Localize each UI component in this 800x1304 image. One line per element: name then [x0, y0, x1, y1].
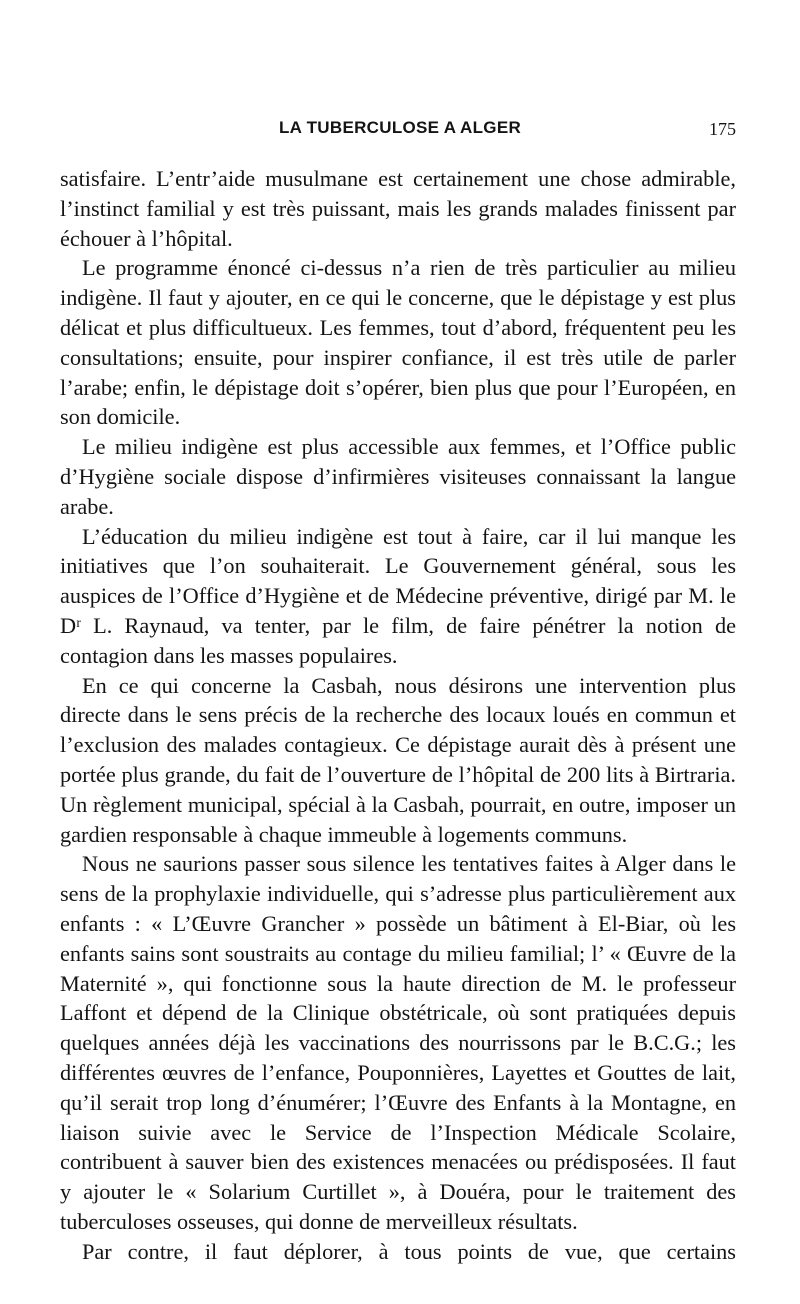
- page-number: 175: [709, 119, 736, 139]
- paragraph-milieu-indigene: Le milieu indigène est plus accessible aux femmes, et l’Office public d’Hygiène sociale dispose d’infirmières visiteuses connaissant la langue arabe.: [60, 434, 736, 519]
- body-text: [60, 164, 736, 1266]
- paragraph-programme: Le programme énoncé ci-dessus n’a rien de très particulier au milieu indigène. Il faut y ajouter, en ce qui le concerne, que le dépistage y est plus délicat et plus difficultueux. Les femmes, tout d’abord, fréquentent peu les consultations; ensuite, pour inspirer confiance, il est très utile de parler l’arabe; enfin, le dépistage doit s’opérer, bien plus que pour l’Européen, en son domicile.: [60, 255, 736, 430]
- paragraph-par-contre: Par contre, il faut déplorer, à tous points de vue, que certains: [82, 1238, 736, 1264]
- paragraph-education: L’éducation du milieu indigène est tout à faire, car il lui manque les initiatives que l’on souhaiterait. Le Gouvernement général, sous les auspices de l’Office d’Hygiène et de Médecine préventive, dirigé par M. le Dʳ L. Raynaud, va tenter, par le film, de faire pénétrer la notion de contagion dans les masses populaires.: [60, 523, 736, 668]
- paragraph-continuation: satisfaire. L’entr’aide musulmane est certainement une chose admirable, l’instinct familial y est très puissant, mais les grands malades finissent par échouer à l’hôpital.: [60, 166, 736, 251]
- paragraph-prophylaxie: Nous ne saurions passer sous silence les tentatives faites à Alger dans le sens de la prophylaxie individuelle, qui s’adresse plus particulièrement aux enfants : « L’Œuvre Grancher » possède un bâtiment à El-Biar, où les enfants sains sont soustraits au contage du milieu familial; l’ « Œuvre de la Maternité », qui fonctionne sous la haute direction de M. le professeur Laffont et dépend de la Clinique obstétricale, où sont pratiquées depuis quelques années déjà les vaccinations des nourrissons par le B.C.G.; les différentes œuvres de l’enfance, Pouponnières, Layettes et Gouttes de lait, qu’il serait trop long d’énumérer; l’Œuvre des Enfants à la Montagne, en liaison suivie avec le Service de l’Inspection Médicale Scolaire, contribuent à sauver bien des existences menacées ou prédisposées. Il faut y ajouter le « Solarium Curtillet », à Douéra, pour le traitement des tuberculoses osseuses, qui donne de merveilleux résultats.: [60, 851, 736, 1234]
- running-title: LA TUBERCULOSE A ALGER: [278, 118, 522, 137]
- paragraph-casbah: En ce qui concerne la Casbah, nous désirons une intervention plus directe dans le sens précis de la recherche des locaux loués en commun et l’exclusion des malades contagieux. Ce dépistage aurait dès à présent une portée plus grande, du fait de l’ouverture de l’hôpital de 200 lits à Birtraria. Un règlement municipal, spécial à la Casbah, pourrait, en outre, imposer un gardien responsable à chaque immeuble à logements communs.: [60, 672, 736, 847]
- running-head: [0, 118, 800, 148]
